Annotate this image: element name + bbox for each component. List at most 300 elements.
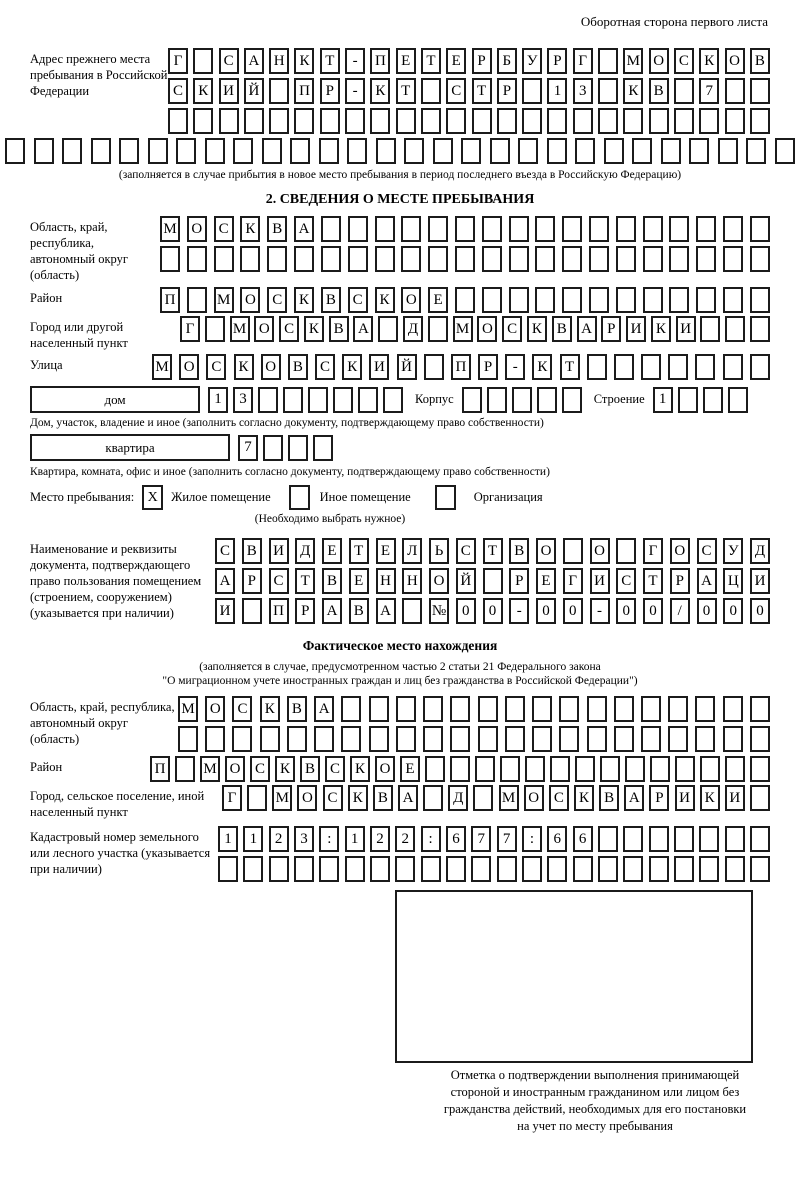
char-box[interactable] (497, 108, 517, 134)
char-box[interactable] (696, 216, 716, 242)
char-box[interactable] (562, 246, 582, 272)
char-box[interactable] (573, 856, 593, 882)
char-box[interactable]: И (750, 568, 770, 594)
char-box[interactable] (559, 696, 579, 722)
char-box[interactable]: 0 (750, 598, 770, 624)
char-box[interactable]: И (626, 316, 646, 342)
char-box[interactable]: А (244, 48, 264, 74)
char-box[interactable] (587, 354, 607, 380)
char-box[interactable]: И (725, 785, 745, 811)
char-box[interactable] (347, 138, 367, 164)
char-box[interactable]: О (240, 287, 260, 313)
char-box[interactable]: Р (320, 78, 340, 104)
char-box[interactable]: 1 (547, 78, 567, 104)
char-box[interactable]: И (269, 538, 289, 564)
char-box[interactable]: В (649, 78, 669, 104)
char-box[interactable] (487, 387, 507, 413)
char-box[interactable] (678, 387, 698, 413)
char-box[interactable] (428, 246, 448, 272)
char-box[interactable]: А (577, 316, 597, 342)
char-box[interactable]: И (219, 78, 239, 104)
char-box[interactable]: С (219, 48, 239, 74)
char-box[interactable] (532, 726, 552, 752)
char-box[interactable]: У (723, 538, 743, 564)
char-box[interactable] (62, 138, 82, 164)
char-box[interactable]: К (240, 216, 260, 242)
char-box[interactable]: К (260, 696, 280, 722)
char-box[interactable]: О (297, 785, 317, 811)
char-box[interactable] (562, 387, 582, 413)
char-box[interactable]: С (214, 216, 234, 242)
char-box[interactable] (614, 726, 634, 752)
char-box[interactable]: Г (168, 48, 188, 74)
char-box[interactable] (242, 598, 262, 624)
char-box[interactable]: С (168, 78, 188, 104)
char-box[interactable]: О (429, 568, 449, 594)
char-box[interactable]: 0 (536, 598, 556, 624)
char-box[interactable] (723, 354, 743, 380)
char-box[interactable]: Р (472, 48, 492, 74)
char-box[interactable] (518, 138, 538, 164)
char-box[interactable]: 7 (497, 826, 517, 852)
char-box[interactable] (455, 246, 475, 272)
char-box[interactable]: А (314, 696, 334, 722)
char-box[interactable] (187, 246, 207, 272)
char-box[interactable] (497, 856, 517, 882)
char-box[interactable]: О (401, 287, 421, 313)
char-box[interactable] (258, 387, 278, 413)
char-box[interactable] (193, 48, 213, 74)
char-box[interactable] (689, 138, 709, 164)
char-box[interactable]: М (623, 48, 643, 74)
char-box[interactable] (218, 856, 238, 882)
char-box[interactable]: В (329, 316, 349, 342)
char-box[interactable] (482, 246, 502, 272)
char-box[interactable]: С (250, 756, 270, 782)
char-box[interactable]: П (451, 354, 471, 380)
char-box[interactable]: И (675, 785, 695, 811)
char-box[interactable] (482, 216, 502, 242)
char-box[interactable] (348, 246, 368, 272)
char-box[interactable] (547, 856, 567, 882)
char-box[interactable]: Б (497, 48, 517, 74)
char-box[interactable]: М (453, 316, 473, 342)
char-box[interactable] (421, 856, 441, 882)
char-box[interactable]: П (269, 598, 289, 624)
char-box[interactable] (471, 856, 491, 882)
char-box[interactable] (587, 696, 607, 722)
char-box[interactable] (369, 696, 389, 722)
char-box[interactable] (725, 108, 745, 134)
char-box[interactable]: - (590, 598, 610, 624)
char-box[interactable] (509, 216, 529, 242)
char-box[interactable]: 1 (345, 826, 365, 852)
char-box[interactable]: Е (396, 48, 416, 74)
char-box[interactable]: К (623, 78, 643, 104)
char-box[interactable]: 0 (483, 598, 503, 624)
char-box[interactable]: С (267, 287, 287, 313)
char-box[interactable] (358, 387, 378, 413)
char-box[interactable] (589, 216, 609, 242)
char-box[interactable] (616, 538, 636, 564)
char-box[interactable]: А (215, 568, 235, 594)
char-box[interactable] (550, 756, 570, 782)
char-box[interactable] (509, 246, 529, 272)
char-box[interactable] (643, 246, 663, 272)
char-box[interactable] (283, 387, 303, 413)
char-box[interactable] (314, 726, 334, 752)
char-box[interactable] (376, 138, 396, 164)
char-box[interactable] (375, 216, 395, 242)
char-box[interactable] (750, 756, 770, 782)
char-box[interactable]: : (421, 826, 441, 852)
char-box[interactable] (369, 726, 389, 752)
char-box[interactable] (537, 387, 557, 413)
char-box[interactable] (433, 138, 453, 164)
char-box[interactable] (490, 138, 510, 164)
char-box[interactable]: М (178, 696, 198, 722)
char-box[interactable] (575, 138, 595, 164)
char-box[interactable]: С (616, 568, 636, 594)
char-box[interactable] (598, 856, 618, 882)
char-box[interactable] (396, 726, 416, 752)
char-box[interactable] (370, 856, 390, 882)
char-box[interactable] (402, 598, 422, 624)
char-box[interactable]: К (294, 48, 314, 74)
char-box[interactable] (428, 316, 448, 342)
char-box[interactable]: К (651, 316, 671, 342)
char-box[interactable] (728, 387, 748, 413)
char-box[interactable] (674, 856, 694, 882)
char-box[interactable]: В (287, 696, 307, 722)
char-box[interactable] (320, 108, 340, 134)
char-box[interactable] (562, 216, 582, 242)
char-box[interactable]: К (275, 756, 295, 782)
char-box[interactable] (395, 856, 415, 882)
char-box[interactable] (219, 108, 239, 134)
char-box[interactable] (378, 316, 398, 342)
char-box[interactable] (294, 108, 314, 134)
char-box[interactable]: А (624, 785, 644, 811)
char-box[interactable]: О (375, 756, 395, 782)
char-box[interactable] (616, 216, 636, 242)
char-box[interactable] (450, 726, 470, 752)
char-box[interactable]: С (279, 316, 299, 342)
char-box[interactable] (623, 108, 643, 134)
char-box[interactable] (750, 316, 770, 342)
char-box[interactable] (668, 696, 688, 722)
char-box[interactable] (725, 856, 745, 882)
char-box[interactable] (598, 78, 618, 104)
char-box[interactable]: И (676, 316, 696, 342)
char-box[interactable]: С (456, 538, 476, 564)
char-box[interactable] (450, 696, 470, 722)
char-box[interactable] (547, 108, 567, 134)
char-box[interactable]: 1 (653, 387, 673, 413)
char-box[interactable] (699, 856, 719, 882)
char-box[interactable]: 0 (643, 598, 663, 624)
char-box[interactable]: Т (472, 78, 492, 104)
char-box[interactable]: 2 (395, 826, 415, 852)
char-box[interactable] (725, 826, 745, 852)
char-box[interactable]: М (272, 785, 292, 811)
char-box[interactable] (187, 287, 207, 313)
char-box[interactable]: С (323, 785, 343, 811)
char-box[interactable]: 6 (446, 826, 466, 852)
char-box[interactable] (616, 246, 636, 272)
char-box[interactable] (750, 78, 770, 104)
char-box[interactable] (396, 696, 416, 722)
char-box[interactable] (375, 246, 395, 272)
char-box[interactable] (750, 785, 770, 811)
char-box[interactable]: Й (397, 354, 417, 380)
char-box[interactable] (243, 856, 263, 882)
char-box[interactable]: П (370, 48, 390, 74)
char-box[interactable]: Г (643, 538, 663, 564)
char-box[interactable] (341, 726, 361, 752)
char-box[interactable]: Т (421, 48, 441, 74)
char-box[interactable]: Р (509, 568, 529, 594)
char-box[interactable]: 2 (370, 826, 390, 852)
char-box[interactable] (723, 696, 743, 722)
char-box[interactable] (205, 138, 225, 164)
char-box[interactable] (321, 216, 341, 242)
char-box[interactable]: 3 (294, 826, 314, 852)
char-box[interactable]: С (502, 316, 522, 342)
char-box[interactable] (575, 756, 595, 782)
char-box[interactable] (750, 726, 770, 752)
char-box[interactable]: М (214, 287, 234, 313)
char-box[interactable] (5, 138, 25, 164)
char-box[interactable]: К (370, 78, 390, 104)
char-box[interactable]: О (536, 538, 556, 564)
char-box[interactable]: С (232, 696, 252, 722)
char-box[interactable]: Д (403, 316, 423, 342)
char-box[interactable]: Т (320, 48, 340, 74)
char-box[interactable]: К (342, 354, 362, 380)
char-box[interactable] (148, 138, 168, 164)
char-box[interactable]: А (322, 598, 342, 624)
char-box[interactable] (423, 696, 443, 722)
char-box[interactable] (455, 216, 475, 242)
char-box[interactable]: Г (563, 568, 583, 594)
char-box[interactable] (695, 354, 715, 380)
char-box[interactable] (547, 138, 567, 164)
char-box[interactable]: Е (428, 287, 448, 313)
char-box[interactable]: С (446, 78, 466, 104)
char-box[interactable] (587, 726, 607, 752)
char-box[interactable]: С (269, 568, 289, 594)
char-box[interactable] (482, 287, 502, 313)
char-box[interactable]: К (234, 354, 254, 380)
char-box[interactable]: В (750, 48, 770, 74)
char-box[interactable]: В (267, 216, 287, 242)
char-box[interactable] (423, 785, 443, 811)
char-box[interactable] (563, 538, 583, 564)
char-box[interactable]: И (215, 598, 235, 624)
char-box[interactable] (675, 756, 695, 782)
char-box[interactable] (319, 856, 339, 882)
char-box[interactable] (401, 246, 421, 272)
char-box[interactable] (446, 108, 466, 134)
char-box[interactable]: С (697, 538, 717, 564)
char-box[interactable]: 1 (243, 826, 263, 852)
char-box[interactable] (321, 246, 341, 272)
char-box[interactable]: А (376, 598, 396, 624)
char-box[interactable]: В (373, 785, 393, 811)
char-box[interactable] (723, 216, 743, 242)
char-box[interactable]: Р (295, 598, 315, 624)
char-box[interactable] (668, 726, 688, 752)
char-box[interactable]: Р (242, 568, 262, 594)
char-box[interactable]: К (532, 354, 552, 380)
char-box[interactable] (287, 726, 307, 752)
char-box[interactable] (723, 287, 743, 313)
char-box[interactable] (700, 316, 720, 342)
char-box[interactable] (91, 138, 111, 164)
char-box[interactable]: А (294, 216, 314, 242)
char-box[interactable] (308, 387, 328, 413)
char-box[interactable] (750, 354, 770, 380)
char-box[interactable] (650, 756, 670, 782)
char-box[interactable] (233, 138, 253, 164)
char-box[interactable]: - (345, 48, 365, 74)
char-box[interactable]: Е (446, 48, 466, 74)
char-box[interactable]: О (187, 216, 207, 242)
char-box[interactable]: К (375, 287, 395, 313)
char-box[interactable]: 6 (573, 826, 593, 852)
char-box[interactable]: Г (180, 316, 200, 342)
char-box[interactable] (425, 756, 445, 782)
char-box[interactable] (750, 287, 770, 313)
char-box[interactable] (750, 826, 770, 852)
char-box[interactable]: В (242, 538, 262, 564)
char-box[interactable]: В (552, 316, 572, 342)
char-box[interactable] (643, 287, 663, 313)
char-box[interactable]: О (477, 316, 497, 342)
char-box[interactable]: Г (573, 48, 593, 74)
char-box[interactable] (421, 108, 441, 134)
char-box[interactable]: 1 (218, 826, 238, 852)
char-box[interactable] (695, 696, 715, 722)
char-box[interactable]: С (549, 785, 569, 811)
char-box[interactable]: Н (402, 568, 422, 594)
char-box[interactable]: : (319, 826, 339, 852)
char-box[interactable]: С (325, 756, 345, 782)
char-box[interactable] (421, 78, 441, 104)
char-box[interactable] (345, 856, 365, 882)
char-box[interactable] (614, 696, 634, 722)
char-box[interactable]: Е (536, 568, 556, 594)
char-box[interactable] (746, 138, 766, 164)
char-box[interactable] (669, 246, 689, 272)
char-box[interactable] (333, 387, 353, 413)
char-box[interactable] (244, 108, 264, 134)
char-box[interactable] (718, 138, 738, 164)
char-box[interactable] (623, 826, 643, 852)
char-box[interactable]: Р (478, 354, 498, 380)
char-box[interactable]: Е (322, 538, 342, 564)
char-box[interactable]: Р (649, 785, 669, 811)
char-box[interactable] (509, 287, 529, 313)
char-box[interactable]: К (193, 78, 213, 104)
char-box[interactable] (288, 435, 308, 461)
char-box[interactable]: 3 (233, 387, 253, 413)
char-box[interactable] (723, 246, 743, 272)
char-box[interactable] (401, 216, 421, 242)
char-box[interactable]: / (670, 598, 690, 624)
char-box[interactable] (600, 756, 620, 782)
char-box[interactable]: П (294, 78, 314, 104)
char-box[interactable] (178, 726, 198, 752)
char-box[interactable] (512, 387, 532, 413)
char-box[interactable]: 7 (238, 435, 258, 461)
char-box[interactable] (205, 726, 225, 752)
char-box[interactable]: С (215, 538, 235, 564)
char-box[interactable]: - (509, 598, 529, 624)
char-box[interactable]: Т (643, 568, 663, 594)
char-box[interactable] (535, 246, 555, 272)
char-box[interactable] (294, 856, 314, 882)
char-box[interactable] (505, 696, 525, 722)
char-box[interactable]: 0 (697, 598, 717, 624)
char-box[interactable]: Ц (723, 568, 743, 594)
char-box[interactable] (269, 78, 289, 104)
checkbox-zhiloe[interactable]: X (142, 485, 163, 510)
char-box[interactable] (661, 138, 681, 164)
checkbox-org[interactable] (435, 485, 456, 510)
char-box[interactable] (423, 726, 443, 752)
char-box[interactable]: 0 (456, 598, 476, 624)
char-box[interactable]: И (590, 568, 610, 594)
char-box[interactable] (750, 216, 770, 242)
char-box[interactable] (269, 108, 289, 134)
char-box[interactable] (193, 108, 213, 134)
char-box[interactable] (725, 756, 745, 782)
char-box[interactable] (505, 726, 525, 752)
char-box[interactable] (669, 287, 689, 313)
char-box[interactable]: 0 (616, 598, 636, 624)
char-box[interactable] (370, 108, 390, 134)
char-box[interactable] (725, 78, 745, 104)
char-box[interactable] (263, 435, 283, 461)
char-box[interactable]: № (429, 598, 449, 624)
char-box[interactable] (598, 108, 618, 134)
char-box[interactable]: У (522, 48, 542, 74)
char-box[interactable] (294, 246, 314, 272)
char-box[interactable]: - (345, 78, 365, 104)
char-box[interactable] (674, 826, 694, 852)
char-box[interactable]: Ь (429, 538, 449, 564)
char-box[interactable]: К (699, 48, 719, 74)
checkbox-inoe[interactable] (289, 485, 310, 510)
char-box[interactable] (525, 756, 545, 782)
char-box[interactable] (674, 78, 694, 104)
char-box[interactable] (625, 756, 645, 782)
char-box[interactable] (428, 216, 448, 242)
char-box[interactable]: Т (396, 78, 416, 104)
char-box[interactable]: И (369, 354, 389, 380)
char-box[interactable] (750, 856, 770, 882)
char-box[interactable]: 7 (471, 826, 491, 852)
char-box[interactable] (500, 756, 520, 782)
char-box[interactable] (168, 108, 188, 134)
char-box[interactable]: О (205, 696, 225, 722)
char-box[interactable]: Т (349, 538, 369, 564)
char-box[interactable]: П (160, 287, 180, 313)
char-box[interactable]: 2 (269, 826, 289, 852)
char-box[interactable]: К (304, 316, 324, 342)
